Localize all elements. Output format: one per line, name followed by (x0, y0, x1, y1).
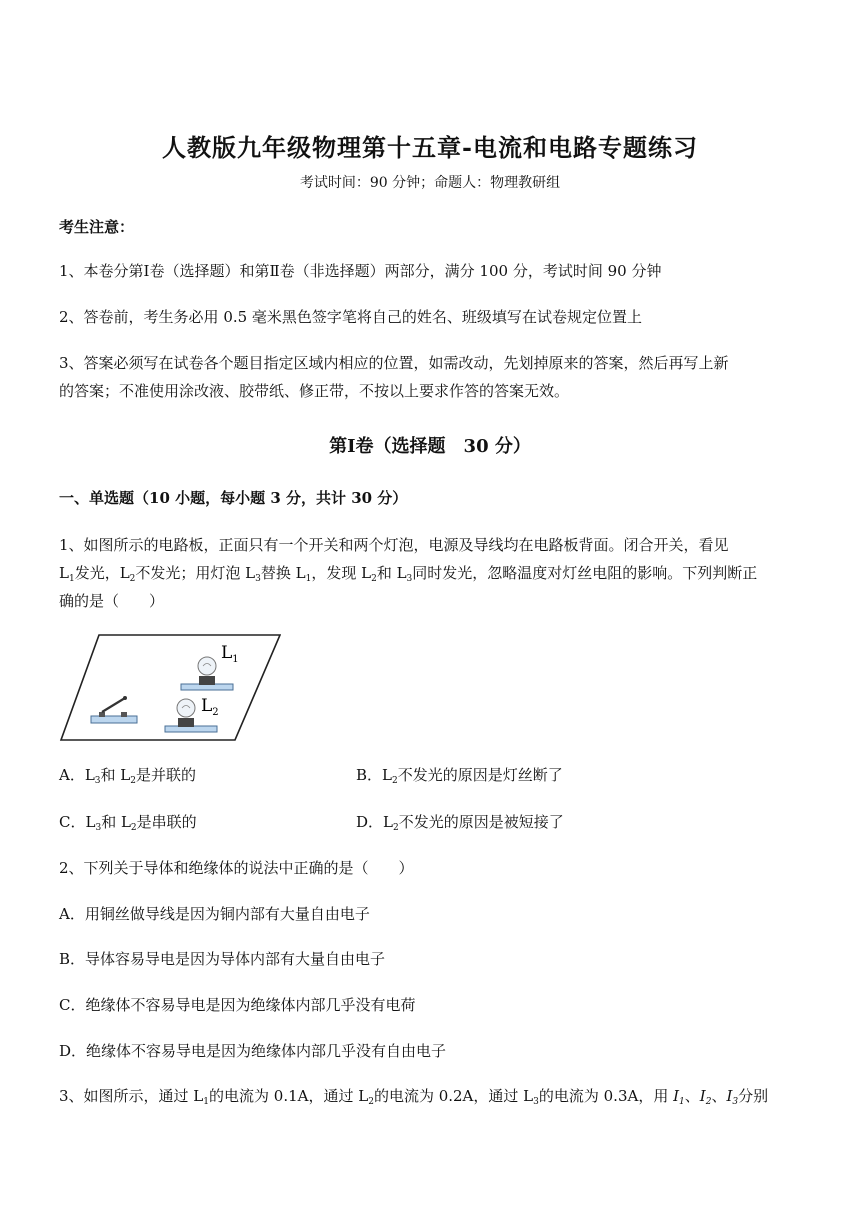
q2-option-c[interactable]: C．绝缘体不容易导电是因为绝缘体内部几乎没有电荷 (59, 996, 416, 1014)
board-outline (61, 635, 280, 740)
q1-stem-line-2: $L_1$发光，$L_2$不发光；用灯泡 $L_3$替换 $L_1$，发现 $L_2$和 $L_3$同时发光，忽略温度对灯丝电阻的影响。下列判断正 (59, 564, 758, 584)
exam-info: 考试时间：90 分钟；命题人：物理教研组 (299, 175, 561, 191)
switch-icon (91, 696, 137, 723)
q2-option-d[interactable]: D．绝缘体不容易导电是因为绝缘体内部几乎没有自由电子 (59, 1042, 447, 1060)
q1-stem-line-3: 确的是（ ） (59, 592, 165, 610)
lamp-label-2: $L_2$ (201, 696, 219, 718)
q1-option-d[interactable]: D．$L_2$不发光的原因是被短接了 (356, 813, 564, 833)
q1-option-a[interactable]: A．$L_3$和 $L_2$是并联的 (59, 766, 197, 786)
notice-item-2: 2、答卷前，考生务必用 0.5 毫米黑色签字笔将自己的姓名、班级填写在试卷规定位置上 (59, 308, 642, 326)
notice-item-3-line-2: 的答案；不准使用涂改液、胶带纸、修正带，不按以上要求作答的答案无效。 (59, 382, 570, 400)
circuit-board-figure (59, 632, 281, 744)
q2-option-a[interactable]: A．用铜丝做导线是因为铜内部有大量自由电子 (59, 905, 370, 923)
part-heading: 一、单选题（10 小题，每小题 3 分，共计 30 分） (59, 489, 408, 507)
section-title: 第Ⅰ卷（选择题 30 分） (329, 436, 531, 457)
page-title: 人教版九年级物理第十五章-电流和电路专题练习 (162, 133, 698, 162)
q2-stem: 2、下列关于导体和绝缘体的说法中正确的是（ ） (59, 859, 414, 877)
q1-stem-line-1: 1、如图所示的电路板，正面只有一个开关和两个灯泡，电源及导线均在电路板背面。闭合开关，看见 (59, 536, 729, 554)
lamp-label-1: $L_1$ (221, 643, 239, 665)
q1-option-c[interactable]: C．$L_3$和 $L_2$是串联的 (59, 813, 197, 833)
notice-heading: 考生注意： (59, 218, 135, 236)
q3-stem-line-1: 3、如图所示，通过 $L_1$的电流为 0.1A，通过 $L_2$的电流为 0.2A，通过 $L_3$的电流为 0.3A，用 $I_1$、$I_2$、$I_3$分别 (59, 1087, 769, 1107)
q1-option-b[interactable]: B．$L_2$不发光的原因是灯丝断了 (356, 766, 563, 786)
q2-option-b[interactable]: B．导体容易导电是因为导体内部有大量自由电子 (59, 950, 386, 968)
notice-item-1: 1、本卷分第Ⅰ卷（选择题）和第Ⅱ卷（非选择题）两部分，满分 100 分，考试时间 90 分钟 (59, 262, 662, 280)
notice-item-3-line-1: 3、答案必须写在试卷各个题目指定区域内相应的位置，如需改动，先划掉原来的答案，然后再写上新 (59, 354, 729, 372)
